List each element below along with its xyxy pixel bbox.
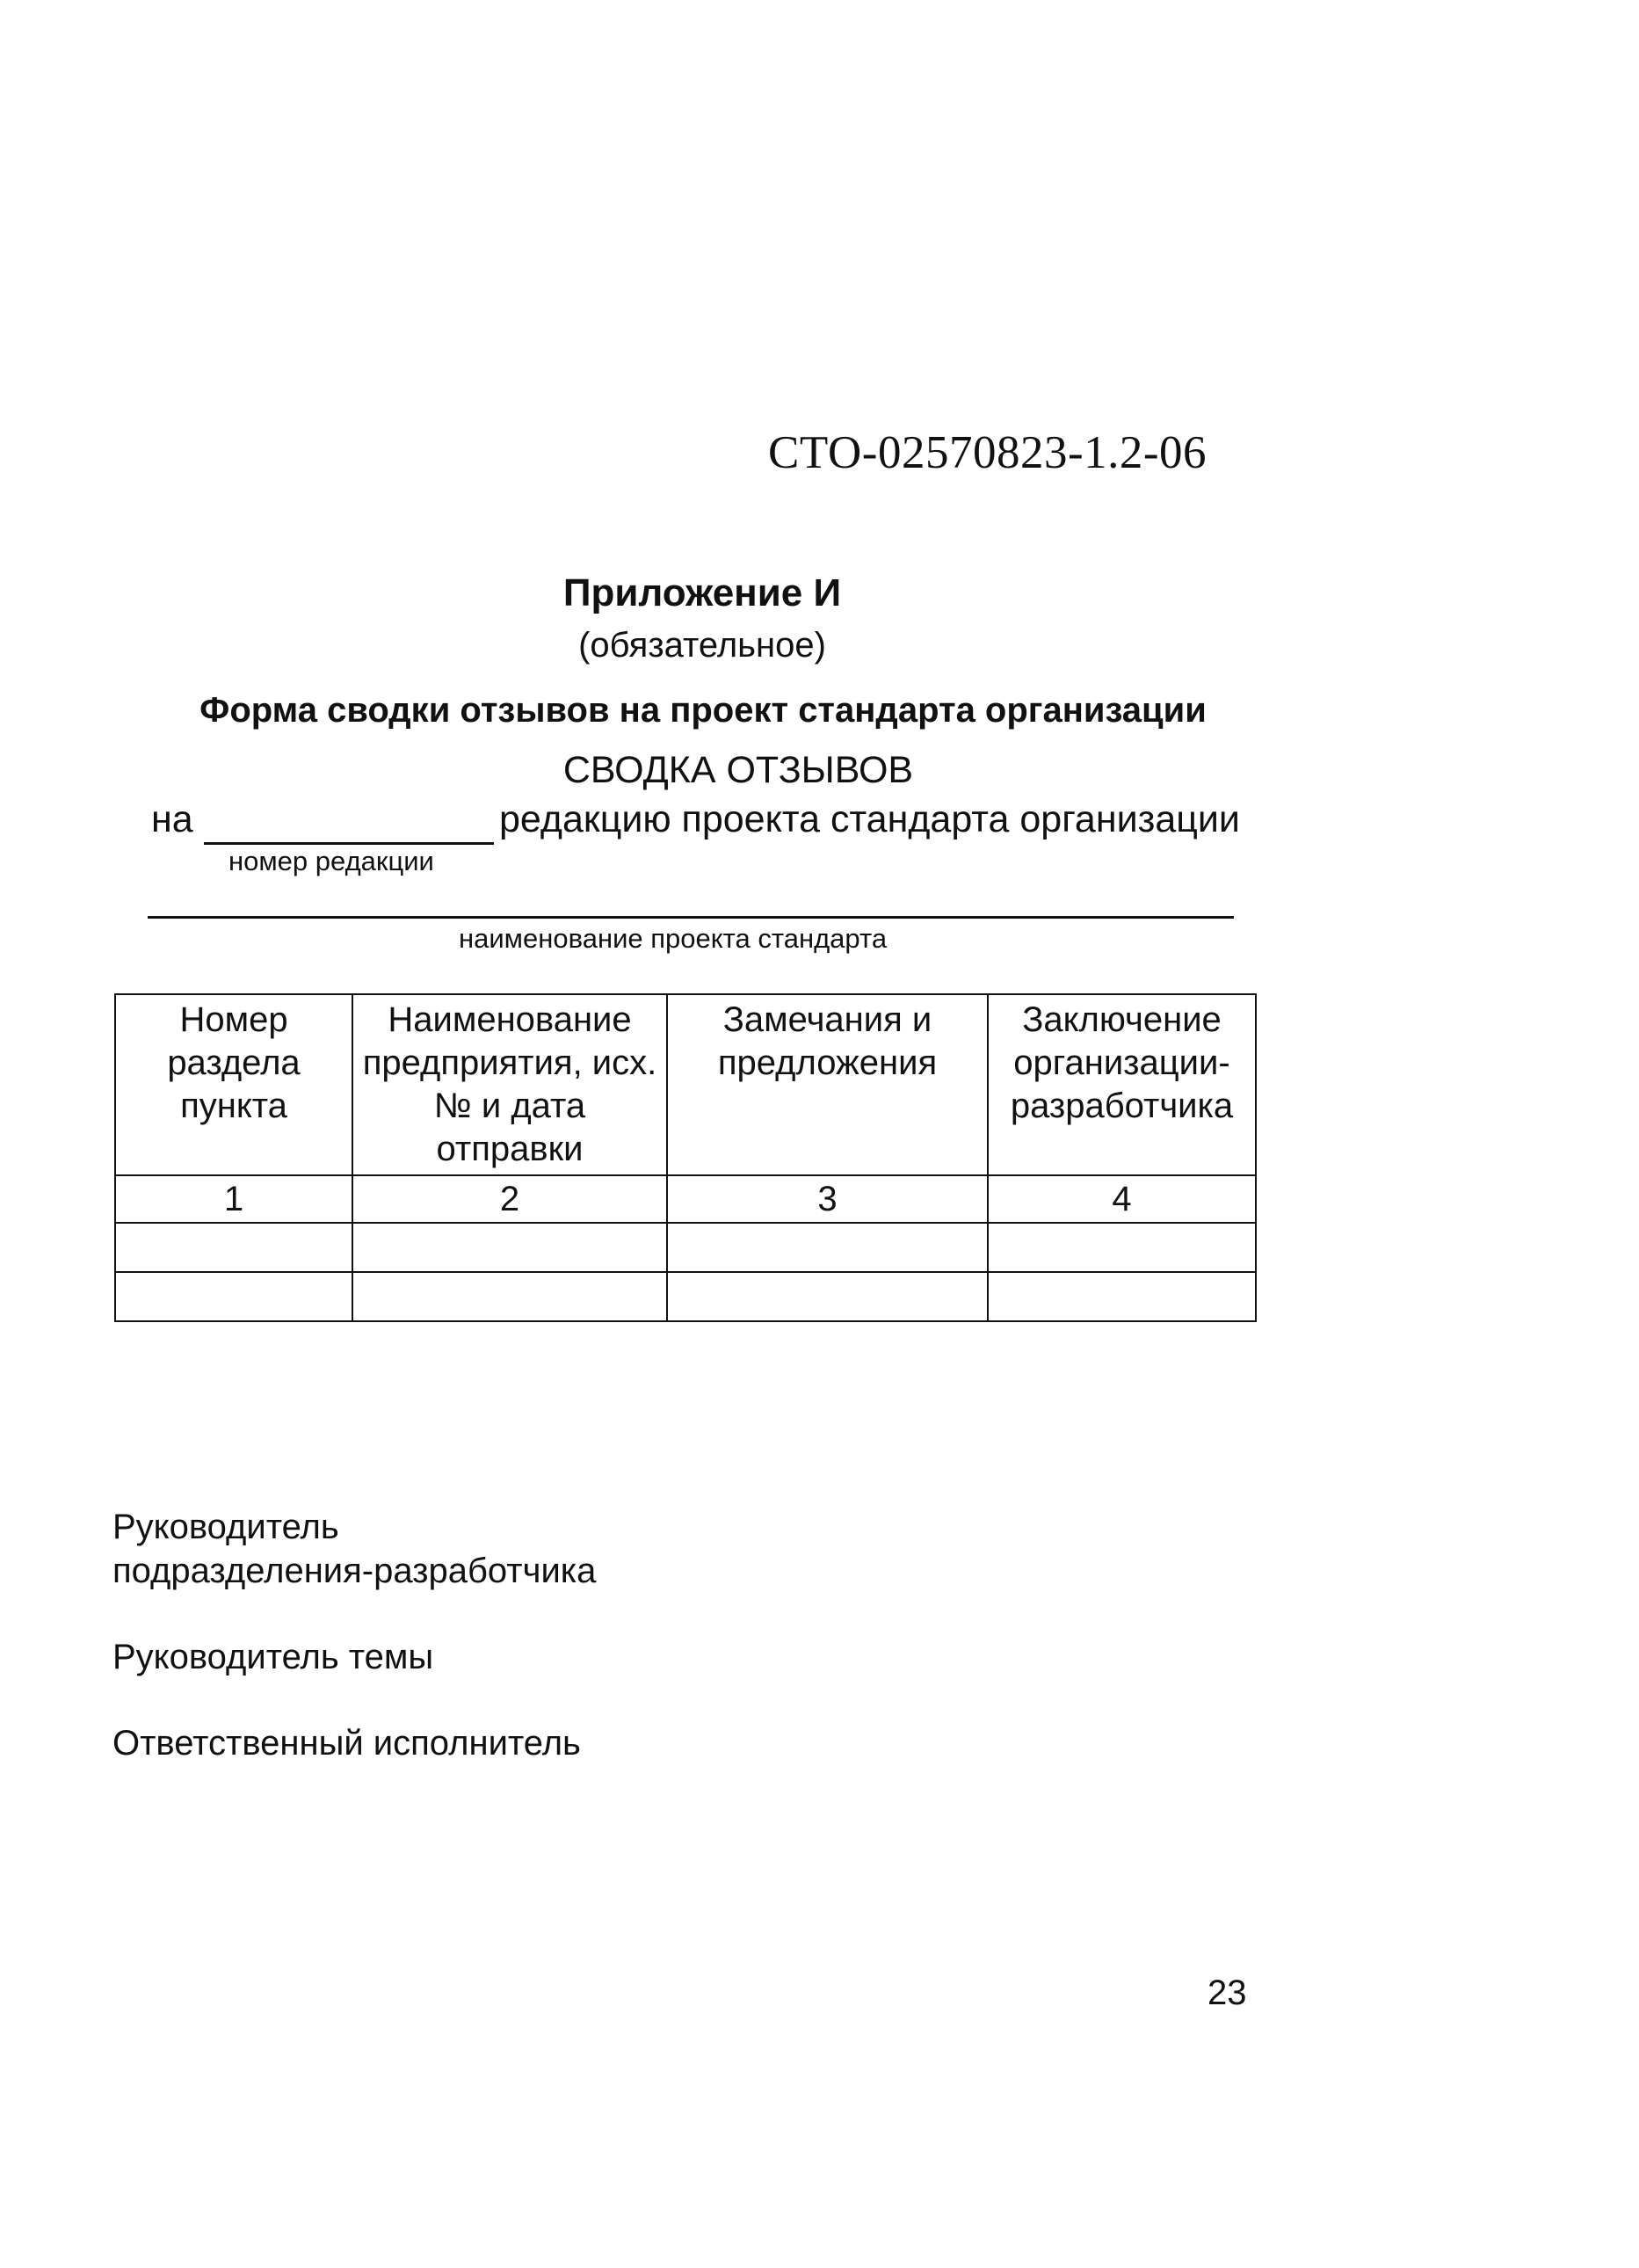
empty-cell [115,1223,352,1272]
form-title: Форма сводки отзывов на проект стандарта организации [199,691,1207,730]
page-number: 23 [1207,1974,1247,2012]
empty-cell [988,1272,1256,1321]
header-section-number: Номер раздела пункта [115,994,352,1175]
empty-cell [352,1272,667,1321]
document-code: СТО-02570823-1.2-06 [768,427,1207,478]
signature-topic-lead: Руководитель темы [112,1638,434,1676]
edition-number-blank-line [204,842,494,845]
column-number: 3 [667,1175,988,1223]
empty-cell [667,1272,988,1321]
summary-prefix: на [151,798,193,840]
edition-number-hint: номер редакции [228,846,434,876]
column-number: 2 [352,1175,667,1223]
header-remarks: Замечания и предложения [667,994,988,1175]
summary-heading: СВОДКА ОТЗЫВОВ [562,749,914,791]
summary-suffix: редакцию проекта стандарта организации [499,798,1240,840]
header-conclusion: Заключение организации-разработчика [988,994,1256,1175]
signature-head-line2: подразделения-разработчика [112,1552,597,1590]
signature-head-of-unit [112,1505,596,1593]
empty-cell [667,1223,988,1272]
empty-cell [115,1272,352,1321]
empty-cell [352,1223,667,1272]
column-number-row [115,1175,1256,1223]
table-header-row [115,994,1256,1175]
appendix-title: Приложение И [562,571,842,614]
appendix-status: (обязательное) [578,626,826,665]
header-enterprise-name: Наименование предприятия, исх. № и дата отправки [352,994,667,1175]
signature-executor: Ответственный исполнитель [112,1724,581,1763]
feedback-table [114,993,1257,1322]
standard-name-hint: наименование проекта стандарта [459,923,888,954]
standard-name-blank-line [148,916,1234,919]
signature-head-line1: Руководитель [112,1508,339,1546]
column-number: 1 [115,1175,352,1223]
table-row [115,1223,1256,1272]
empty-cell [988,1223,1256,1272]
table-row [115,1272,1256,1321]
column-number: 4 [988,1175,1256,1223]
